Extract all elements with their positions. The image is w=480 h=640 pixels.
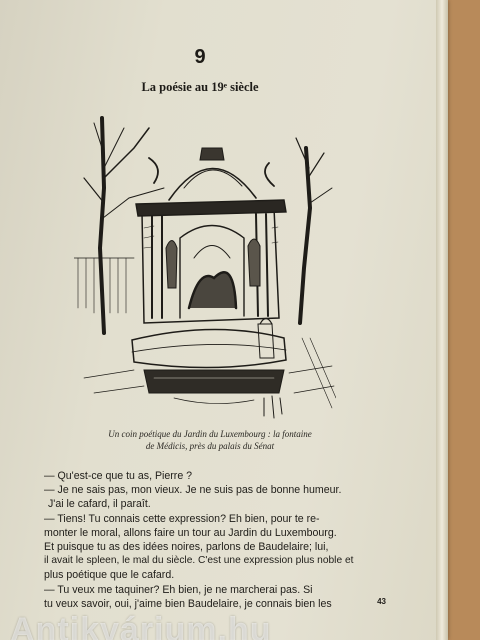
fountain-illustration — [74, 108, 336, 424]
text-line: tu veux savoir, oui, j'aime bien Baudelaire, je connais bien les — [44, 597, 332, 610]
text-line: — Je ne sais pas, mon vieux. Je ne suis pas de bonne humeur. — [44, 484, 342, 497]
text-line: Et puisque tu as des idées noires, parlons de Baudelaire; lui, — [44, 541, 329, 554]
page-edge — [436, 0, 448, 640]
text-line: — Tiens! Tu connais cette expression? Eh bien, pour te re- — [44, 512, 320, 525]
page-number: 43 — [377, 597, 386, 606]
watermark: Antikvárium.hu — [10, 612, 272, 640]
illustration-caption — [60, 428, 360, 452]
text-line: J'ai le cafard, il paraît. — [48, 498, 151, 511]
text-line: — Qu'est-ce que tu as, Pierre ? — [44, 470, 193, 482]
dialogue-text — [44, 469, 384, 611]
caption-line: Un coin poétique du Jardin du Luxembourg : la fontaine — [108, 429, 312, 439]
text-line: il avait le spleen, le mal du siècle. C'est une expression plus noble et — [44, 555, 354, 567]
chapter-number: 9 — [194, 46, 206, 68]
text-line: monter le moral, allons faire un tour au Jardin du Luxembourg. — [44, 526, 337, 539]
text-line: plus poétique que le cafard. — [44, 569, 175, 582]
text-line: — Tu veux me taquiner? Eh bien, je ne marcherai pas. Si — [44, 583, 313, 596]
caption-line: de Médicis, près du palais du Sénat — [145, 441, 275, 451]
chapter-title: La poésie au 19ᵉ siècle — [141, 80, 259, 94]
